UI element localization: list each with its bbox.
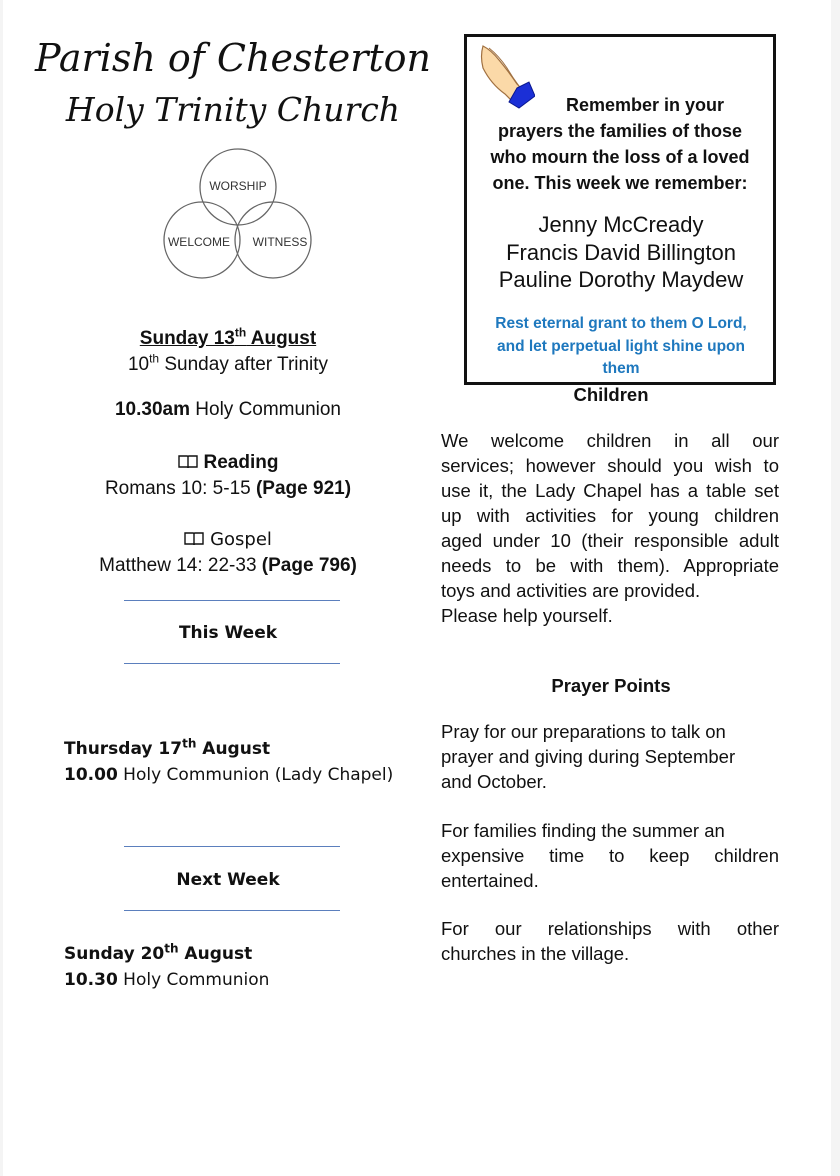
gospel-reference: Matthew 14: 22-33 (Page 796) (99, 555, 357, 576)
remember-text: Remember in your prayers the families of those who mourn the loss of a loved one. This week we remember: (490, 95, 750, 193)
prayer-point-3: For our relationships with other churches in the village. (441, 918, 779, 964)
church-name: Holy Trinity Church (65, 90, 401, 129)
prayer-points-heading: Prayer Points (551, 675, 671, 696)
bulletin-page (3, 0, 831, 1176)
reading-reference: Romans 10: 5-15 (Page 921) (104, 478, 352, 499)
name-item: Pauline Dorothy Maydew (498, 267, 744, 292)
this-week-event: Thursday 17th August 10.00 Holy Communion (Lady Chapel) (64, 736, 394, 785)
logo-worship: WORSHIP (209, 179, 267, 193)
logo-welcome: WELCOME (167, 235, 231, 249)
rest-eternal-prayer: Rest eternal grant to them O Lord, and let perpetual light shine upon them (495, 315, 747, 377)
next-week-heading: Next Week (176, 870, 280, 890)
divider (124, 846, 340, 847)
divider (124, 910, 340, 911)
name-item: Francis David Billington (506, 239, 736, 265)
book-icon (178, 455, 198, 469)
book-icon (184, 532, 204, 546)
children-text: We welcome children in all our services; however should you wish to use it, the Lady Chapel has a table set up with activities for young children aged under 10 (their responsible adult needs to be with them). Appropriate toys and activities are provided. Please help yourself. (441, 430, 779, 626)
prayer-point-1: Pray for our preparations to talk on prayer and giving during September and October. (441, 721, 736, 792)
service-time: 10.30am Holy Communion (114, 399, 341, 420)
name-item: Jenny McCready (538, 212, 704, 237)
next-week-event: Sunday 20th August 10.30 Holy Communion (64, 941, 270, 990)
divider (124, 663, 340, 664)
service-date: Sunday 13th August (139, 325, 317, 349)
logo-witness: WITNESS (252, 235, 308, 249)
venn-logo (161, 143, 321, 283)
divider (124, 600, 340, 601)
children-heading: Children (573, 384, 649, 405)
reading-heading: Reading (23, 452, 433, 474)
gospel-heading: Gospel (23, 529, 433, 551)
prayer-point-2: For families finding the summer an expensive time to keep children entertained. (441, 820, 779, 891)
remembered-names (473, 211, 769, 294)
parish-title: Parish of Chesterton (35, 36, 431, 80)
service-occasion: 10th Sunday after Trinity (127, 351, 329, 375)
this-week-heading: This Week (178, 623, 278, 643)
